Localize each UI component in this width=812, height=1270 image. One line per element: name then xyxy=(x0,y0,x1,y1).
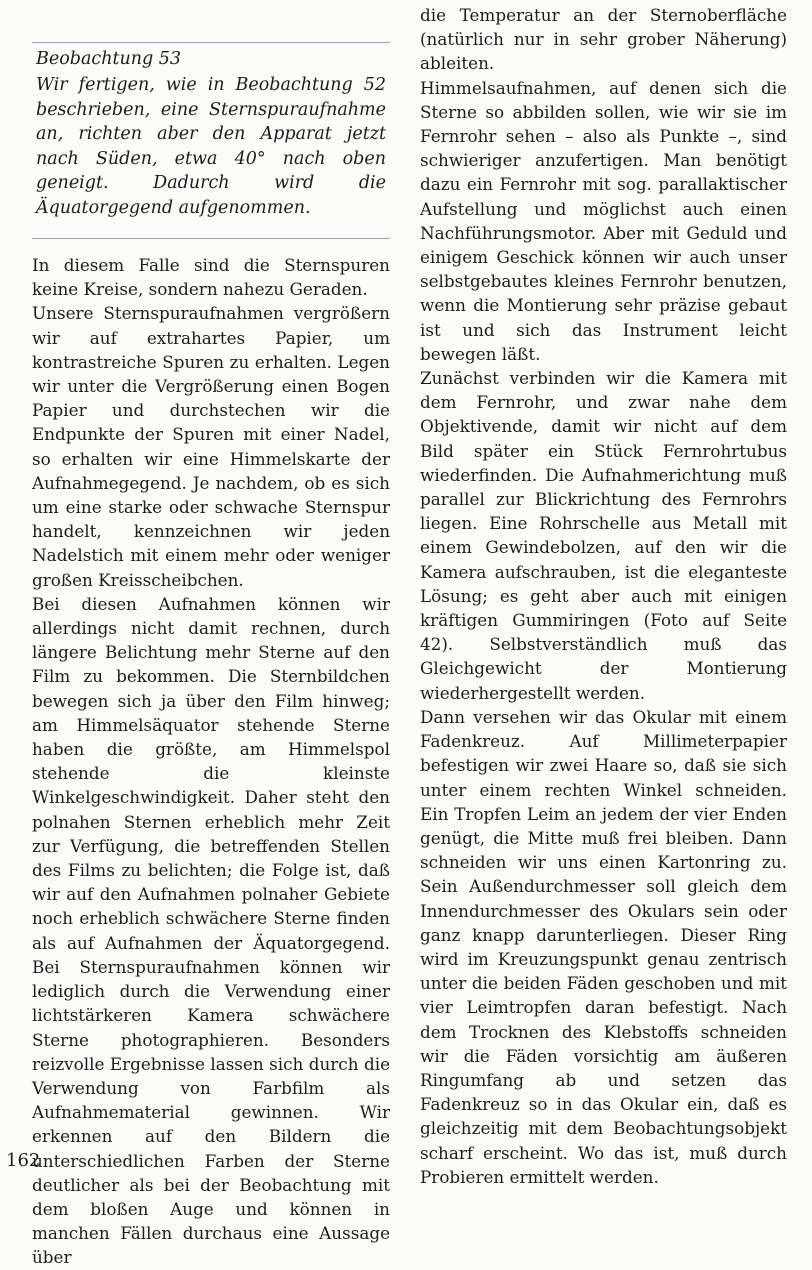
paragraph: Zunächst verbinden wir die Kamera mit dem Fernrohr, und zwar nahe dem Objektivende, damit wir nicht auf dem Bild später ein Stück Fernrohrtubus wiederfinden. Die Aufnahmerichtung muß parallel zur Blickrichtung des Fernrohrs liegen. Eine Rohrschelle aus Metall mit einem Gewindebolzen, auf den wir die Kamera aufschrauben, ist die eleganteste Lösung; es geht aber auch mit einigen kräftigen Gummiringen (Foto auf Seite 42). Selbstverständlich muß das Gleichgewicht der Montierung wiederhergestellt werden. xyxy=(420,368,787,703)
left-column xyxy=(32,0,390,1270)
page-number: 162 xyxy=(6,1150,41,1171)
paragraph: In diesem Falle sind die Sternspuren keine Kreise, sondern nahezu Geraden. xyxy=(32,255,390,300)
paragraph: Bei diesen Aufnahmen können wir allerdings nicht damit rechnen, durch längere Belichtung mehr Sterne auf den Film zu bekommen. Die Sternbildchen bewegen sich ja über den Film hinweg; am Himmelsäquator stehende Sterne haben die größte, am Himmelspol stehende die kleinste Winkelgeschwindigkeit. Daher steht den polnahen Sternen erheblich mehr Zeit zur Verfügung, die betreffenden Stellen des Films zu belichten; die Folge ist, daß wir auf den Aufnahmen polnaher Gebiete noch erheblich schwächere Sterne finden als auf Aufnahmen der Äquatorgegend. Bei Sternspuraufnahmen können wir lediglich durch die Verwendung einer lichtstärkeren Kamera schwächere Sterne photographieren. Besonders reizvolle Ergebnisse lassen sich durch die Verwendung von Farbfilm als Aufnahmematerial gewinnen. Wir erkennen auf den Bildern die unterschiedlichen Farben der Sterne deutlicher als bei der Beobachtung mit dem bloßen Auge und können in manchen Fällen durchaus eine Aussage über xyxy=(32,593,390,1268)
paragraph: die Temperatur an der Sternoberfläche (natürlich nur in sehr grober Näherung) ableiten. xyxy=(420,5,787,74)
paragraph: Himmelsaufnahmen, auf denen sich die Sterne so abbilden sollen, wie wir sie im Fernrohr sehen – also als Punkte –, sind schwieriger anzufertigen. Man benötigt dazu ein Fernrohr mit sog. parallaktischer Aufstellung und möglichst auch einen Nachführungsmotor. Aber mit Geduld und einigem Geschick können wir auch unser selbstgebautes kleines Fernrohr benutzen, wenn die Montierung sehr präzise gebaut ist und sich das Instrument leicht bewegen läßt. xyxy=(420,77,787,364)
paragraph: Dann versehen wir das Okular mit einem Fadenkreuz. Auf Millimeterpapier befestigen wir zwei Haare so, daß sie sich unter einem rechten Winkel schneiden. Ein Tropfen Leim an jedem der vier Enden genügt, die Mitte muß frei bleiben. Dann schneiden wir uns einen Kartonring zu. Sein Außendurchmesser soll gleich dem Innendurchmesser des Okulars sein oder ganz knapp darunterliegen. Dieser Ring wird im Kreuzungspunkt genau zentrisch unter die beiden Fäden geschoben und mit vier Leimtropfen daran befestigt. Nach dem Trocknen des Klebstoffs schneiden wir die Fäden vorsichtig am äußeren Ringumfang ab und setzen das Fadenkreuz so in das Okular ein, daß es gleichzeitig mit dem Beobachtungsobjekt scharf erscheint. Wo das ist, muß durch Probieren ermittelt werden. xyxy=(420,706,787,1187)
observation-text: Wir fertigen, wie in Beobachtung 52 beschrieben, eine Sternspuraufnahme an, richten aber den Apparat jetzt nach Süden, etwa 40° nach oben geneigt. Dadurch wird die Äquatorgegend aufgenommen. xyxy=(36,75,386,218)
right-column-text xyxy=(420,3,787,1189)
observation-title: Beobachtung 53 xyxy=(36,49,182,69)
right-column xyxy=(420,0,787,1189)
observation-bottom-rule xyxy=(32,238,390,239)
paragraph: Unsere Sternspuraufnahmen vergrößern wir auf extrahartes Papier, um kontrastreiche Spuren zu erhalten. Legen wir unter die Vergrößerung einen Bogen Papier und durchstechen wir die Endpunkte der Spuren mit einer Nadel, so erhalten wir eine Himmelskarte der Aufnahmegegend. Je nachdem, ob es sich um eine starke oder schwache Sternspur handelt, kennzeichnen wir jeden Nadelstich mit einem mehr oder weniger großen Kreisscheibchen. xyxy=(32,303,390,590)
observation-top-rule xyxy=(32,42,390,43)
left-column-text xyxy=(32,253,390,1270)
observation-box xyxy=(32,45,390,220)
